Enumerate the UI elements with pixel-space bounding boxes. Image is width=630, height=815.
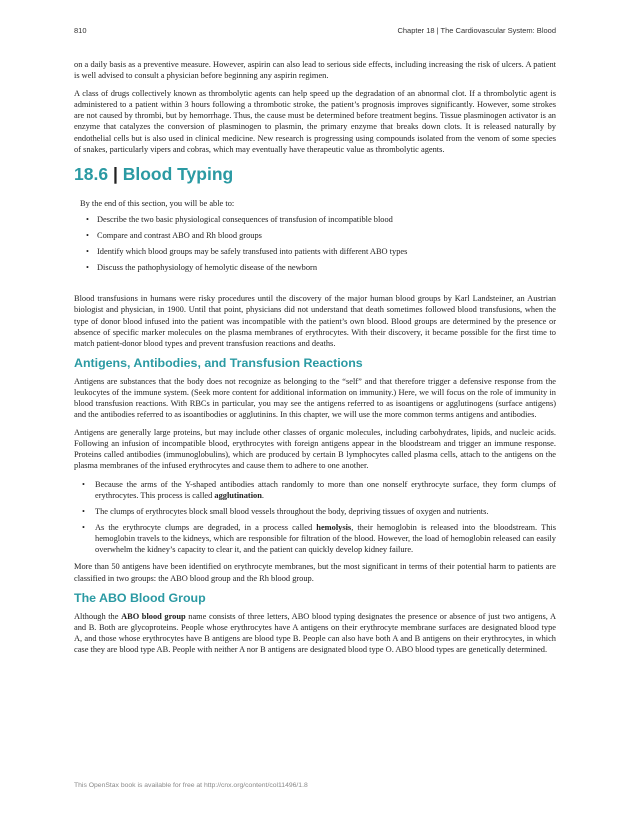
objective-item: • Identify which blood groups may be safely transfused into patients with different ABO types — [80, 246, 556, 257]
objectives-list — [80, 214, 556, 274]
antigens-paragraph-3: More than 50 antigens have been identified on erythrocyte membranes, but the most significant in terms of their potential harm to patients are classified in two groups: the ABO blood group and the Rh blood group. — [74, 562, 556, 583]
section-number: 18.6 — [74, 163, 109, 184]
objective-item: • Describe the two basic physiological consequences of transfusion of incompatible blood — [80, 214, 556, 225]
abo-paragraph-1 — [74, 611, 556, 655]
reaction-bullet-hemolysis — [74, 522, 556, 555]
key-term-abo-blood-group: ABO blood group — [121, 611, 186, 621]
bullet-text: As the erythrocyte clumps are degraded, in a process called — [95, 523, 317, 533]
bullet-text: Because the arms of the Y-shaped antibodies attach randomly to more than one nonself erythrocyte surface, they form clumps of erythrocytes. This process is called — [95, 479, 556, 500]
learning-objectives — [80, 198, 556, 274]
reaction-bullet-blockage: • The clumps of erythrocytes block small blood vessels throughout the body, depriving tissues of oxygen and nutrients. — [74, 506, 556, 517]
paragraph-text: Although the — [74, 611, 122, 621]
paragraph-text: name consists of three letters, ABO blood typing designates the presence or absence of just two antigens, A and B. Both are glycoproteins. People whose erythrocytes have A antigens on their erythrocyte membrane surfaces are designated blood type A, and those whose erythrocytes have B antigens are blood type B. People can also have both A and B antigens on their erythrocytes, in which case they are blood type AB. People with neither A nor B antigens are designated blood type O. ABO blood types are genetically determined. — [74, 611, 557, 654]
page-footer: This OpenStax book is available for free at http://cnx.org/content/col11496/1.8 — [74, 782, 308, 789]
section-heading — [74, 164, 556, 184]
key-term-hemolysis: hemolysis — [316, 523, 352, 533]
objective-item: • Compare and contrast ABO and Rh blood groups — [80, 230, 556, 241]
key-term-agglutination: agglutination — [214, 490, 262, 500]
page-content — [74, 59, 556, 662]
intro-paragraph-aspirin: on a daily basis as a preventive measure. However, aspirin can also lead to serious side effects, including increasing the risk of ulcers. A patient is well advised to consult a physician before beginning any aspirin regimen. — [74, 60, 556, 81]
transfusion-paragraph: Blood transfusions in humans were risky procedures until the discovery of the major human blood groups by Karl Landsteiner, an Austrian biologist and physician, in 1900. Until that point, physicians did not understand that death sometimes followed blood transfusions, when the type of donor blood infused into the patient was incompatible with the patient’s own blood. Blood groups are determined by the presence or absence of specific marker molecules on the plasma membranes of erythrocytes. With their discovery, it became possible for the first time to match patient-donor blood types and prevent transfusion reactions and deaths. — [74, 294, 556, 348]
page-header — [74, 26, 556, 38]
bullet-text: . — [261, 490, 264, 500]
reaction-bullet-list — [74, 479, 556, 556]
objectives-intro: By the end of this section, you will be able to: — [80, 198, 235, 208]
subsection-heading-antigens: Antigens, Antibodies, and Transfusion Reactions — [74, 355, 363, 370]
section-title: Blood Typing — [122, 163, 234, 184]
objective-item: • Discuss the pathophysiology of hemolytic disease of the newborn — [80, 262, 556, 273]
antigens-paragraph-2: Antigens are generally large proteins, but may include other classes of organic molecules, including carbohydrates, lipids, and nucleic acids. Following an infusion of incompatible blood, erythrocytes with foreign antigens appear in the bloodstream and trigger an immune response. Proteins called antibodies (immunoglobulins), which are produced by certain B lymphocytes called plasma cells, attach to the antigens on the plasma membranes of the infused erythrocytes and cause them to adhere to one another. — [74, 428, 556, 471]
intro-paragraph-thrombolytic: A class of drugs collectively known as thrombolytic agents can help speed up the degradation of an abnormal clot. If a thrombolytic agent is administered to a patient within 3 hours following a thrombotic stroke, the patient’s prognosis improves significantly. However, some strokes are not caused by thrombi, but by hemorrhage. Thus, the cause must be determined before treatment begins. Tissue plasminogen activator is an enzyme that catalyzes the conversion of plasminogen to plasmin, the primary enzyme that breaks down clots. It is released naturally by endothelial cells but is also used in clinical medicine. New research is progressing using compounds isolated from the venom of some species of snakes, particularly vipers and cobras, which may eventually have therapeutic value as thrombolytic agents. — [74, 89, 556, 154]
bullet-text: , their hemoglobin is released into the bloodstream. This hemoglobin travels to the kidneys, which are responsible for filtration of the blood. However, the load of hemoglobin released can easily overwhelm the kidney’s capacity to clear it, and the patient can quickly develop kidney failure. — [95, 523, 556, 555]
subsection-heading-abo: The ABO Blood Group — [74, 590, 206, 605]
antigens-paragraph-1: Antigens are substances that the body does not recognize as belonging to the “self” and that therefore trigger a defensive response from the leukocytes of the immune system. (Seek more content for additional information on immunity.) Here, we will focus on the role of immunity in blood transfusion reactions. With RBCs in particular, you may see the antigens referred to as isoantigens or agglutinogens (surface antigens) and the antibodies referred to as isoantibodies or agglutinins. In this chapter, we will use the more common terms antigens and antibodies. — [74, 376, 556, 420]
page-number: 810 — [74, 26, 87, 35]
section-separator: | — [112, 163, 118, 184]
reaction-bullet-agglutination — [74, 479, 556, 501]
chapter-title: Chapter 18 | The Cardiovascular System: Blood — [397, 26, 556, 35]
